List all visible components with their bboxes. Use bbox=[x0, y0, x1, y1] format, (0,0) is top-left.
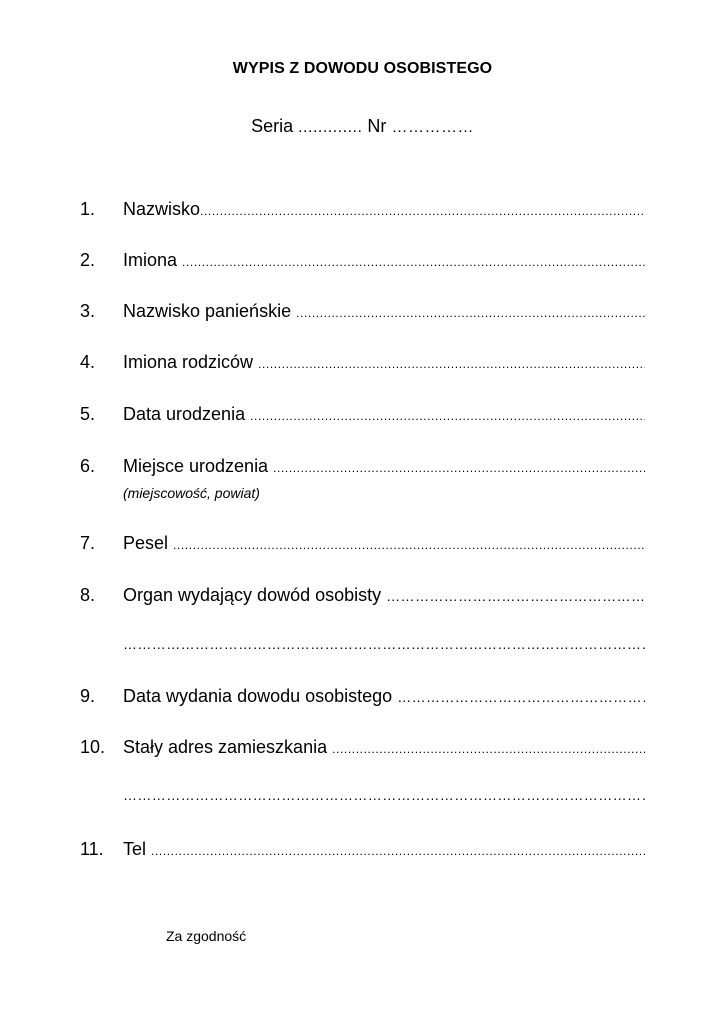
field-label: Tel bbox=[123, 839, 147, 859]
field-number: 5. bbox=[80, 404, 96, 424]
field-label: Imiona bbox=[123, 250, 178, 270]
seria-line bbox=[0, 116, 725, 137]
nazwisko-panienskie-field[interactable] bbox=[296, 301, 645, 325]
field-number: 4. bbox=[80, 352, 96, 372]
field-label: Stały adres zamieszkania bbox=[123, 737, 328, 757]
staly-adres-field[interactable] bbox=[332, 737, 645, 761]
field-number: 6. bbox=[80, 456, 96, 476]
field-row-miejsce-urodzenia bbox=[80, 454, 645, 478]
organ-wydajacy-field[interactable] bbox=[386, 584, 645, 608]
imiona-rodzicow-field[interactable] bbox=[258, 352, 645, 376]
field-label: Pesel bbox=[123, 533, 169, 553]
field-row-data-urodzenia bbox=[80, 402, 645, 426]
organ-wydajacy-continuation-field[interactable] bbox=[123, 636, 645, 658]
seria-label: Seria bbox=[251, 116, 294, 136]
field-row-nazwisko-panienskie bbox=[80, 299, 645, 323]
field-label: Imiona rodziców bbox=[123, 352, 254, 372]
seria-field[interactable]: ............. bbox=[298, 119, 363, 136]
data-urodzenia-field[interactable] bbox=[250, 404, 645, 428]
field-row-pesel bbox=[80, 531, 645, 555]
field-label: Data wydania dowodu osobistego bbox=[123, 686, 393, 706]
field-row-organ-wydajacy bbox=[80, 583, 645, 607]
za-zgodnosc-label: Za zgodność bbox=[166, 928, 247, 944]
field-label: Nazwisko panieńskie bbox=[123, 301, 292, 321]
field-label: Miejsce urodzenia bbox=[123, 456, 269, 476]
tel-field[interactable] bbox=[151, 839, 645, 863]
staly-adres-continuation-field[interactable] bbox=[123, 787, 645, 809]
field-number: 2. bbox=[80, 250, 96, 270]
field-label: Nazwisko bbox=[123, 199, 201, 219]
pesel-field[interactable] bbox=[173, 533, 645, 557]
field-label: Organ wydający dowód osobisty bbox=[123, 585, 382, 605]
field-row-imiona-rodzicow bbox=[80, 350, 645, 374]
data-wydania-field[interactable] bbox=[397, 685, 645, 709]
miejsce-urodzenia-hint: (miejscowość, powiat) bbox=[123, 485, 260, 501]
imiona-field[interactable] bbox=[182, 250, 645, 274]
nr-field[interactable]: …………… bbox=[391, 119, 474, 136]
field-row-staly-adres bbox=[80, 735, 645, 759]
field-number: 7. bbox=[80, 533, 96, 553]
nazwisko-field[interactable] bbox=[200, 199, 645, 223]
document-title: WYPIS Z DOWODU OSOBISTEGO bbox=[232, 60, 493, 77]
miejsce-urodzenia-field[interactable] bbox=[273, 456, 645, 480]
field-number: 11. bbox=[80, 839, 104, 859]
field-number: 10. bbox=[80, 737, 106, 757]
field-row-nazwisko bbox=[80, 197, 645, 221]
field-row-data-wydania bbox=[80, 684, 645, 708]
field-number: 3. bbox=[80, 301, 96, 321]
field-number: 1. bbox=[80, 199, 96, 219]
nr-label: Nr bbox=[367, 116, 387, 136]
field-number: 8. bbox=[80, 585, 96, 605]
field-row-imiona bbox=[80, 248, 645, 272]
field-row-tel bbox=[80, 837, 645, 861]
field-label: Data urodzenia bbox=[123, 404, 246, 424]
field-number: 9. bbox=[80, 686, 96, 706]
